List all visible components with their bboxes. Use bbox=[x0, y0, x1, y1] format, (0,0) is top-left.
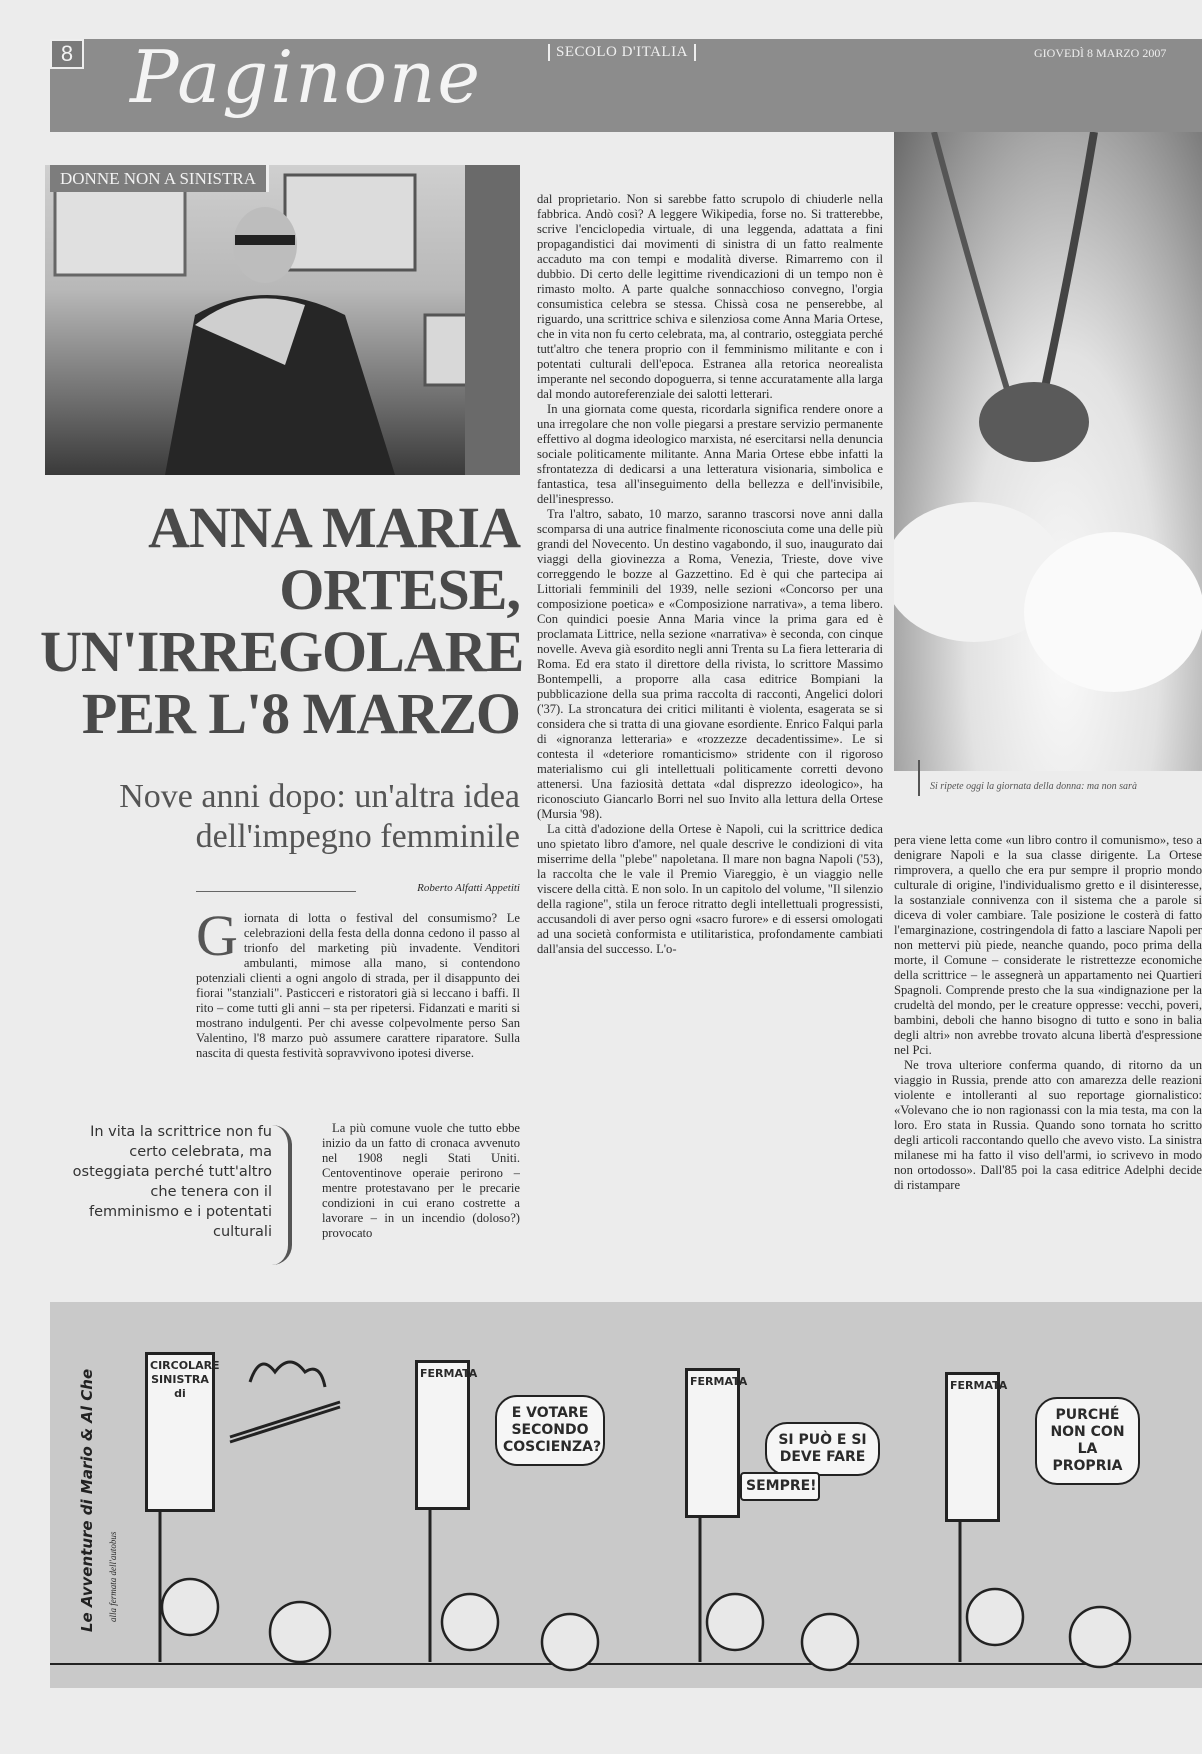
article-column-3 bbox=[894, 833, 1202, 1275]
article-column-2 bbox=[537, 192, 883, 1275]
caption-rule bbox=[918, 760, 920, 796]
subtitle: Nove anni dopo: un'altra idea dell'impegno femminile bbox=[119, 778, 520, 855]
speech-bubble: SEMPRE! bbox=[740, 1472, 820, 1501]
byline: Roberto Alfatti Appetiti bbox=[417, 882, 520, 894]
photo-woman-gesturing bbox=[45, 165, 520, 475]
pull-quote: In vita la scrittrice non fu certo celebrata, ma osteggiata perché tutt'altro che tenera con il femminismo e i potentati culturali bbox=[72, 1124, 272, 1240]
paragraph: In una giornata come questa, ricordarla significa rendere onore a una irregolare che non volle piegarsi a prestare servizio permanente effettivo al dogma ideologico marxista, né esercitarsi nella denuncia sociale politicamente militante. Anna Maria Ortese ebbe infatti la sfrontatezza di dedicarsi a una letteratura visionaria, simbolica e fantastica, tesa all'inseguimento della bellezza e dell'invisibile, dell'inespresso. bbox=[537, 402, 883, 506]
bus-stop-sign: CIRCOLARE SINISTRA di bbox=[145, 1352, 215, 1512]
paragraph: Tra l'altro, sabato, 10 marzo, saranno trascorsi nove anni dalla scomparsa di una autrice finalmente riconosciuta come una delle più grandi del Novecento. Un destino vagabondo, il suo, inaugurato dai viaggi della giovinezza a Roma, Venezia, Trieste, dove vive correggendo le bozze al Gazzettino. Ed è qui che partecipa ai Littoriali femminili del 1939, nelle sezioni «Concorso per una composizione poetica» e «Composizione narrativa», a tema libero. Con quindici poesie Anna Maria vince la prima gara ed è proclamata Littrice, nella sezione «narrativa» è seconda, con cinque novelle. Aveva già esordito negli anni Trenta su La fiera letteraria di Roma. Ed era stato il direttore della rivista, lo scrittore Massimo Bontempelli, a proporre alla casa editrice Bompiani la pubblicazione della sua prima raccolta di racconti, Angelici dolori ('37). La stroncatura dei critici militanti è violenta, esagerata se si considera che si tratta di una giovane esordiente. Enrico Falqui parla di «ignoranza letteraria» e «rozzezze decadentissime». Le si contesta il «deteriore romanticismo» stridente con il rigoroso materialismo cui gli intellettuali politicamente corretti devono attenersi. Una faziosità dettata «dal disprezzo ideologico», ha riconosciuto Giancarlo Borri nel suo Invito alla lettura della Ortese (Mursia '98). bbox=[537, 507, 883, 821]
headline: ANNA MARIA ORTESE, UN'IRREGOLARE PER L'8 MARZO bbox=[40, 495, 524, 746]
section-logo: Paginone bbox=[130, 35, 482, 119]
article-column-1 bbox=[196, 911, 520, 1121]
page-number: 8 bbox=[50, 39, 84, 69]
paragraph: La più comune vuole che tutto ebbe inizio da un fatto di cronaca avvenuto nel 1908 negli Stati Uniti. Centoventinove operaie perirono – mentre protestavano per le precarie condizioni in cui erano costrette a lavorare – in un incendio (doloso?) provocato bbox=[322, 1121, 520, 1240]
comic-strip bbox=[50, 1302, 1202, 1688]
comic-series-subtitle: alla fermata dell'autobus bbox=[108, 1531, 118, 1622]
flower-photo bbox=[894, 132, 1202, 771]
photo-mimosa-flowers bbox=[894, 132, 1202, 771]
paragraph: dal proprietario. Non si sarebbe fatto scrupolo di chiuderle nella fabbrica. Andò così? A leggere Wikipedia, forse no. Si tratterebbe, scrive l'enciclopedia virtuale, di una leggenda, adattata a fini propagandistici dai movimenti di sinistra di un fatto realmente accaduto ma con tempi e modalità diverse. Rimarremo con il dubbio. Di certo delle legittime rivendicazioni di un tempo non è rimasto molto. A parte qualche sonnacchioso convegno, l'orgia consumistica celebra se stessa. Chissà cosa ne penserebbe, al riguardo, una scrittrice schiva e silenziosa come Anna Maria Ortese, che in vita non fu certo celebrata, ma, al contrario, osteggiata perché tutt'altro che tenera proprio con il femminismo militante e con i potentati culturali dell'epoca. Estranea alla retorica neorealista imperante nel secondo dopoguerra, si tenne accuratamente alla larga dal mondo autoreferenziale dei salotti letterari. bbox=[537, 192, 883, 401]
photo-caption: Si ripete oggi la giornata della donna: ma non sarà bbox=[930, 781, 1137, 792]
pull-quote-bracket bbox=[272, 1125, 292, 1265]
author-photo bbox=[45, 165, 520, 475]
speech-bubble: E VOTARE SECONDO COSCIENZA? bbox=[495, 1395, 605, 1466]
comic-drawing bbox=[50, 1302, 1202, 1688]
paragraph: Ne trova ulteriore conferma quando, di ritorno da un viaggio in Russia, prende atto con amarezza delle reazioni violente e intolleranti al suo reportage giornalistico: «Volevano che io non ragionassi con la mia testa, ma con la loro. Ero stata in Russia. Quando sono tornata ho scritto degli articoli raccontando quello che avevo visto. La sinistra milanese mi ha fatto il viso dell'armi, io scrivevo in modo non ortodosso». Dall'85 poi la casa editrice Adelphi decide di ristampare bbox=[894, 1058, 1202, 1192]
speech-bubble: PURCHÉ NON CON LA PROPRIA bbox=[1035, 1397, 1140, 1485]
bus-stop-sign: FERMATA bbox=[945, 1372, 1000, 1522]
paragraph: iornata di lotta o festival del consumismo? Le celebrazioni della festa della donna cedono il passo al trionfo del marketing più invadente. Venditori ambulanti, mimose alla mano, si contendono potenziali clienti a ogni angolo di strada, per il disappunto dei fiorai "stanziali". Pasticceri e ristoratori già si leccano i baffi. Il rito – come tutti gli anni – sta per ripetersi. Fidanzati e mariti si mostrano indulgenti. Per chi avesse colpevolmente perso San Valentino, l'8 marzo può assumere carattere riparatore. Sulla nascita di questa festività sopravvivono ipotesi diverse. bbox=[196, 911, 520, 1060]
bus-stop-sign: FERMATA bbox=[685, 1368, 740, 1518]
speech-bubble: SI PUÒ E SI DEVE FARE bbox=[765, 1422, 880, 1476]
comic-series-title: Le Avventure di Mario & Al Che bbox=[78, 1368, 96, 1632]
paragraph: pera viene letta come «un libro contro il comunismo», teso a denigrare Napoli e la sua classe dirigente. La Ortese rimprovera, a quello che era pur sempre il proprio mondo culturale di origine, l'individualismo gretto e il disinteresse, la sostanziale connivenza con il sistema che a parole si diceva di voler cambiare. Tale posizione le costerà di fatto l'emarginazione, costringendola di fatto a lasciare Napoli per non mettervi più piede, neanche quando, poco prima della morte, il Comune – considerate le ristrettezze economiche della scrittrice – le assegnerà un appartamento nei Quartieri Spagnoli. Comprende presto che la sua «indignazione per la crudeltà del mondo, per le creature oppresse: vecchi, poveri, bambini, deboli che hanno bisogno di tutto e sono in balia degli altri» non avrebbe trovato alcuna libertà d'espressione nel Pci. bbox=[894, 833, 1202, 1057]
byline-rule bbox=[196, 891, 356, 892]
drop-cap: G bbox=[196, 911, 238, 968]
paragraph: La città d'adozione della Ortese è Napoli, cui la scrittrice dedica uno spietato libro d'amore, nel quale descrive le condizioni di vita miserrime della "plebe" napoletana. Il mare non bagna Napoli ('53), la raccolta che le vale il Premio Viareggio, è un viaggio nelle viscere della città. E non solo. In un capitolo del volume, "Il silenzio della ragione", stila un feroce ritratto degli intellettuali progressisti, accusandoli di aver perso ogni «sacro furore» e di essersi omologati ad una società conformista e utilitaristica, profondamente cambiati dall'ansia del successo. L'o- bbox=[537, 822, 883, 956]
section-label: DONNE NON A SINISTRA bbox=[50, 165, 269, 192]
bus-stop-sign: FERMATA bbox=[415, 1360, 470, 1510]
newspaper-name: SECOLO D'ITALIA bbox=[548, 44, 696, 61]
issue-date: GIOVEDÌ 8 MARZO 2007 bbox=[1034, 46, 1167, 60]
article-column-1-continued bbox=[322, 1121, 520, 1281]
